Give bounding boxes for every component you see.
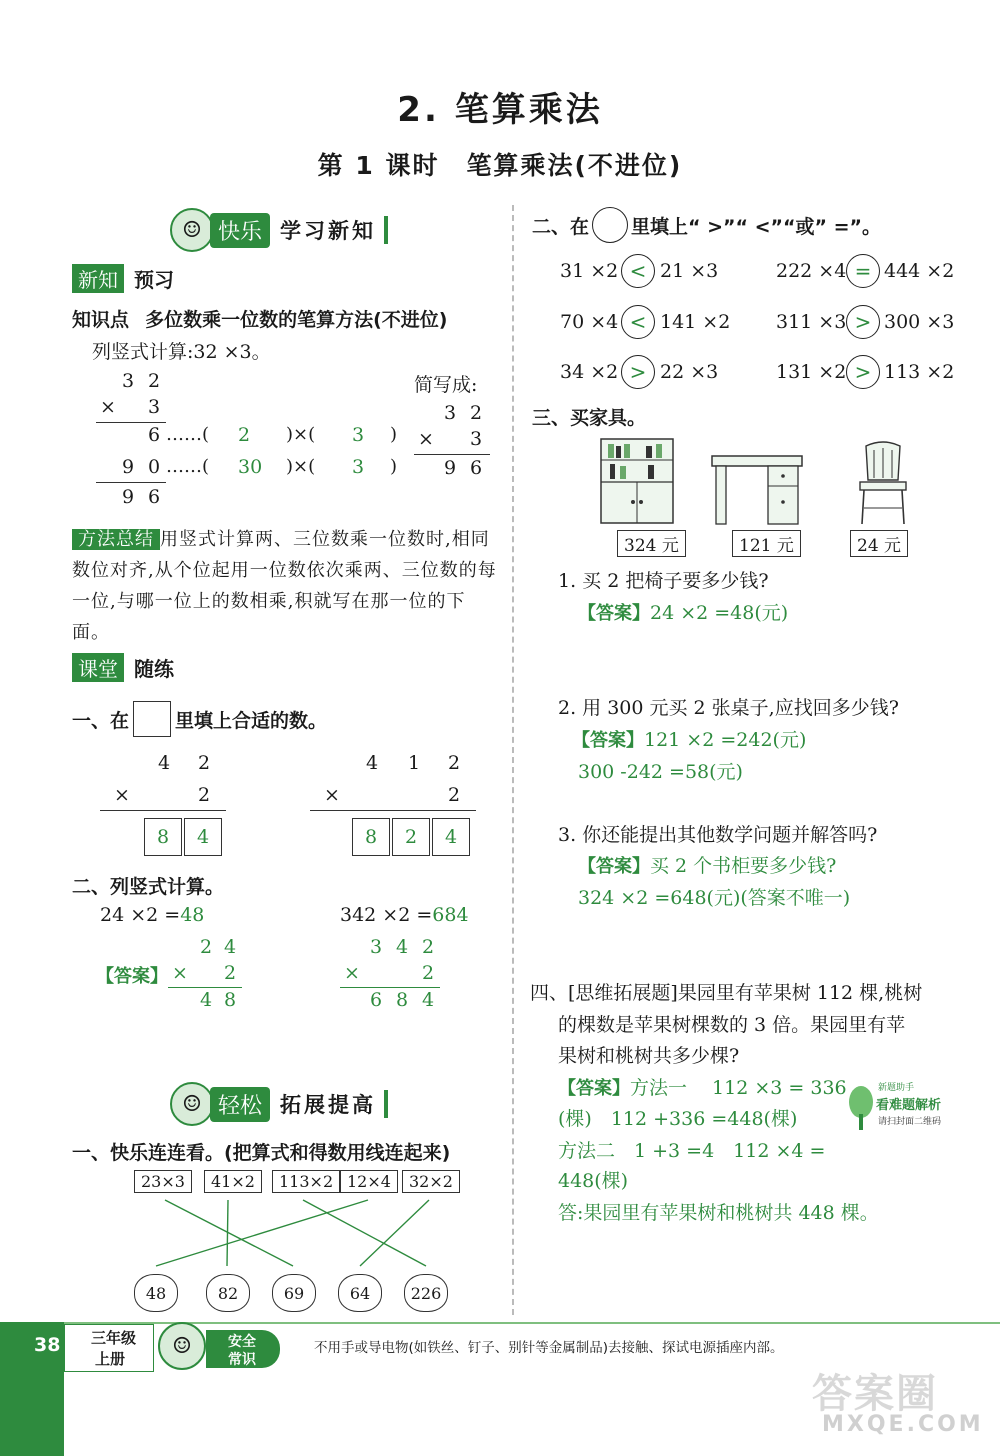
digit: 4 — [199, 989, 213, 1011]
q4-line2: 的棵数是苹果树棵数的 3 倍。果园里有苹 — [558, 1014, 906, 1036]
example-intro: 列竖式计算:32 ×3。 — [92, 341, 271, 363]
grade-text: 三年级 — [91, 1329, 137, 1347]
q4-answer-2: (棵) 112 +336 =448(棵) — [558, 1108, 798, 1130]
vertical-calc-short — [414, 402, 494, 492]
preview-tag: 新知 — [72, 264, 124, 293]
compare-right: 444 ×2 — [884, 260, 955, 282]
compare-left: 131 ×2 — [776, 361, 847, 383]
answer-value: 48 — [180, 904, 205, 926]
q2-label: 二、列竖式计算。 — [72, 876, 225, 898]
student-avatar-icon: ☺ — [170, 1082, 214, 1126]
safety-tag — [206, 1330, 280, 1368]
digit: 3 — [121, 370, 135, 392]
student-avatar-icon: ☺ — [158, 1322, 206, 1370]
link-expr: 41×2 — [204, 1170, 262, 1193]
qr-top-text: 新题助手 — [878, 1083, 915, 1093]
safety-text-a: 安全 — [228, 1334, 256, 1350]
qr-bottom-text: 请扫封面二维码 — [878, 1117, 942, 1127]
safety-text-b: 常识 — [228, 1352, 256, 1368]
link-line — [360, 1200, 429, 1266]
q1-label-b: 里填上合适的数。 — [175, 709, 328, 732]
expr: 342 ×2 = — [340, 904, 433, 926]
compare-left: 70 ×4 — [560, 311, 619, 333]
rule-line — [96, 482, 166, 483]
digit: 9 — [443, 457, 457, 479]
q2-b-expr — [340, 904, 469, 926]
answer-value: 买 2 个书柜要多少钱? — [650, 855, 837, 877]
answer-tag: 【答案】 — [96, 966, 168, 987]
subq2-answer-line2: 300 -242 =58(元) — [578, 761, 743, 783]
paren: )×( — [286, 424, 316, 445]
multiply-sign: × — [100, 396, 116, 418]
watermark-text: 答案圈 — [812, 1371, 938, 1417]
q4-answer-5: 答:果园里有苹果树和桃树共 448 棵。 — [558, 1202, 879, 1224]
watermark-url: MXQE.COM — [822, 1412, 984, 1437]
answer-value: 121 ×2 =242(元) — [644, 729, 807, 751]
rule-line — [414, 454, 490, 455]
term-text: 上册 — [95, 1350, 126, 1368]
link-expr: 32×2 — [402, 1170, 460, 1193]
q1-label-a: 一、在 — [72, 709, 130, 732]
digit: 4 — [421, 989, 435, 1011]
compare-left: 311 ×3 — [776, 311, 847, 333]
answer-value: 方法一 112 ×3 = 336 — [630, 1077, 847, 1099]
digit: 2 — [199, 936, 213, 958]
rule-line — [100, 810, 226, 811]
price-label-chair: 24 元 — [850, 530, 908, 557]
method-summary — [72, 524, 500, 648]
blank-box-icon — [133, 701, 171, 737]
digit: 0 — [147, 456, 161, 478]
link-line — [227, 1200, 228, 1266]
answer-box: 2 — [392, 818, 430, 856]
compare-left: 222 ×4 — [776, 260, 847, 282]
desk-icon — [710, 452, 806, 528]
rule-line — [310, 810, 476, 811]
link-question-label: 一、快乐连连看。(把算式和得数用线连起来) — [72, 1142, 451, 1164]
q2-a-expr — [100, 904, 204, 926]
paren: ) — [390, 424, 398, 445]
paren: )×( — [286, 456, 316, 477]
banner-bar — [384, 216, 388, 244]
method-tag: 方法总结 — [72, 529, 160, 550]
multiply-sign: × — [324, 784, 340, 806]
answer-box: 8 — [144, 818, 182, 856]
subq1-answer — [578, 598, 788, 625]
answer-box: 4 — [432, 818, 470, 856]
banner-text: 拓展提高 — [280, 1093, 377, 1117]
digit: 8 — [395, 989, 409, 1011]
preview-label: 预习 — [134, 268, 174, 292]
qr-helper-badge[interactable] — [848, 1080, 950, 1136]
compare-right: 300 ×3 — [884, 311, 955, 333]
digit: 2 — [447, 784, 461, 806]
subq2: 2. 用 300 元买 2 张桌子,应找回多少钱? — [558, 697, 899, 719]
link-result-cloud: 64 — [338, 1274, 382, 1312]
answer-tag: 【答案】 — [578, 603, 650, 624]
answer-box: 4 — [184, 818, 222, 856]
answer-value: 30 — [238, 456, 263, 478]
multiply-sign: × — [114, 784, 130, 806]
q1-label — [72, 701, 327, 737]
link-line — [303, 1200, 426, 1266]
compare-sign: < — [621, 254, 655, 288]
paren: ) — [390, 456, 398, 477]
chair-icon — [852, 440, 914, 528]
digit: 2 — [469, 402, 483, 424]
digit: 2 — [447, 752, 461, 774]
knowledge-point — [72, 305, 447, 332]
expr: 24 ×2 = — [100, 904, 181, 926]
right-q2-label — [532, 207, 881, 243]
q4-answer-4: 448(棵) — [558, 1170, 629, 1192]
link-result-cloud: 226 — [404, 1274, 448, 1312]
q4-line3: 果树和桃树共多少棵? — [558, 1045, 740, 1067]
link-result-cloud: 82 — [206, 1274, 250, 1312]
banner-learn-new — [170, 210, 388, 250]
compare-sign: > — [846, 355, 880, 389]
digit: 9 — [121, 486, 135, 508]
price-label-bookcase: 324 元 — [617, 530, 686, 557]
q1-a-calc — [100, 752, 230, 862]
digit: 9 — [121, 456, 135, 478]
knowledge-text: 多位数乘一位数的笔算方法(不进位) — [145, 309, 448, 331]
q4-line1 — [530, 978, 922, 1005]
page-title: 2. 笔算乘法 — [397, 90, 603, 130]
dots: ……( — [166, 424, 210, 445]
digit: 3 — [469, 428, 483, 450]
digit: 6 — [147, 424, 161, 446]
blank-circle-icon — [592, 207, 628, 243]
banner-extend — [170, 1084, 388, 1124]
digit: 3 — [443, 402, 457, 424]
compare-right: 22 ×3 — [660, 361, 719, 383]
answer-value: 3 — [352, 424, 365, 446]
short-form-label: 简写成: — [414, 374, 478, 396]
digit: 8 — [223, 989, 237, 1011]
digit: 3 — [369, 936, 383, 958]
link-line — [156, 1200, 368, 1266]
answer-tag: 【答案】 — [578, 856, 650, 877]
qr-mid-text: 看难题解析 — [876, 1098, 942, 1113]
compare-right: 113 ×2 — [884, 361, 955, 383]
compare-right: 141 ×2 — [660, 311, 731, 333]
subq3-answer-line2: 324 ×2 =648(元)(答案不唯一) — [578, 887, 851, 909]
page-number: 38 — [34, 1334, 61, 1356]
q2-label-a: 二、在 — [532, 215, 590, 238]
tree-icon — [848, 1084, 874, 1132]
multiply-sign: × — [418, 428, 434, 450]
subq3-answer — [578, 851, 836, 878]
digit: 4 — [365, 752, 379, 774]
price-label-desk: 121 元 — [732, 530, 801, 557]
student-avatar-icon: ☺ — [170, 208, 214, 252]
comparison-grid — [560, 254, 960, 394]
banner-text: 学习新知 — [280, 219, 377, 243]
digit: 2 — [421, 936, 435, 958]
answer-tag: 【答案】 — [558, 1078, 630, 1099]
digit: 2 — [197, 752, 211, 774]
practice-tag: 课堂 — [72, 653, 124, 682]
answer-value: 2 — [238, 424, 251, 446]
digit: 4 — [157, 752, 171, 774]
banner-bar — [384, 1090, 388, 1118]
lesson-subtitle: 第 1 课时 笔算乘法(不进位) — [317, 151, 683, 180]
q2-label-b: 里填上“ >”“ <”“或” =”。 — [631, 215, 882, 238]
answer-value: 684 — [432, 904, 469, 926]
answer-value: 3 — [352, 456, 365, 478]
answer-box: 8 — [352, 818, 390, 856]
practice-heading — [72, 653, 174, 682]
digit: 6 — [369, 989, 383, 1011]
grade-box — [64, 1324, 154, 1372]
digit: 4 — [395, 936, 409, 958]
compare-sign: = — [846, 254, 880, 288]
knowledge-tag: 知识点 — [72, 309, 130, 331]
link-result-cloud: 48 — [134, 1274, 178, 1312]
digit: 4 — [223, 936, 237, 958]
answer-value: 24 ×2 =48(元) — [650, 602, 789, 624]
link-line — [165, 1200, 293, 1266]
banner-pill: 轻松 — [210, 1087, 270, 1122]
multiply-sign: × — [344, 962, 360, 984]
q1-b-calc — [310, 752, 480, 862]
dots: ……( — [166, 456, 210, 477]
q2-b-calc — [340, 936, 440, 1016]
practice-label: 随练 — [134, 657, 174, 681]
digit: 2 — [147, 370, 161, 392]
digit: 6 — [147, 486, 161, 508]
subq1: 1. 买 2 把椅子要多少钱? — [558, 570, 769, 592]
link-expr: 23×3 — [134, 1170, 192, 1193]
q4-answer-1 — [558, 1073, 847, 1100]
link-expr: 113×2 — [272, 1170, 340, 1193]
q2-a-calc — [168, 936, 248, 1016]
column-divider — [512, 205, 515, 1315]
subq2-answer — [572, 725, 806, 752]
digit: 1 — [407, 752, 421, 774]
q4-text: 四、[思维拓展题]果园里有苹果树 112 棵,桃树 — [530, 982, 923, 1004]
digit: 2 — [197, 784, 211, 806]
link-result-cloud: 69 — [272, 1274, 316, 1312]
digit: 2 — [421, 962, 435, 984]
rule-line — [340, 987, 440, 988]
subq3: 3. 你还能提出其他数学问题并解答吗? — [558, 824, 878, 846]
multiply-sign: × — [172, 962, 188, 984]
compare-left: 34 ×2 — [560, 361, 619, 383]
compare-right: 21 ×3 — [660, 260, 719, 282]
rule-line — [168, 987, 242, 988]
rule-line — [96, 422, 166, 423]
link-expr: 12×4 — [340, 1170, 398, 1193]
method-text: 用竖式计算两、三位数乘一位数时,相同数位对齐,从个位起用一位数依次乘两、三位数的每一位,与哪一位上的数相乘,积就写在那一位的下面。 — [72, 529, 497, 643]
digit: 6 — [469, 457, 483, 479]
compare-sign: < — [621, 305, 655, 339]
banner-pill: 快乐 — [210, 213, 270, 248]
digit: 2 — [223, 962, 237, 984]
bookcase-icon — [598, 436, 680, 528]
compare-sign: > — [621, 355, 655, 389]
answer-tag: 【答案】 — [572, 730, 644, 751]
right-q3-label: 三、买家具。 — [532, 407, 647, 429]
compare-left: 31 ×2 — [560, 260, 619, 282]
digit: 3 — [147, 396, 161, 418]
preview-heading — [72, 264, 174, 293]
safety-tip: 不用手或导电物(如铁丝、钉子、别针等金属制品)去接触、探试电源插座内部。 — [314, 1340, 784, 1356]
q4-answer-3: 方法二 1 +3 =4 112 ×4 = — [558, 1140, 826, 1162]
compare-sign: > — [846, 305, 880, 339]
